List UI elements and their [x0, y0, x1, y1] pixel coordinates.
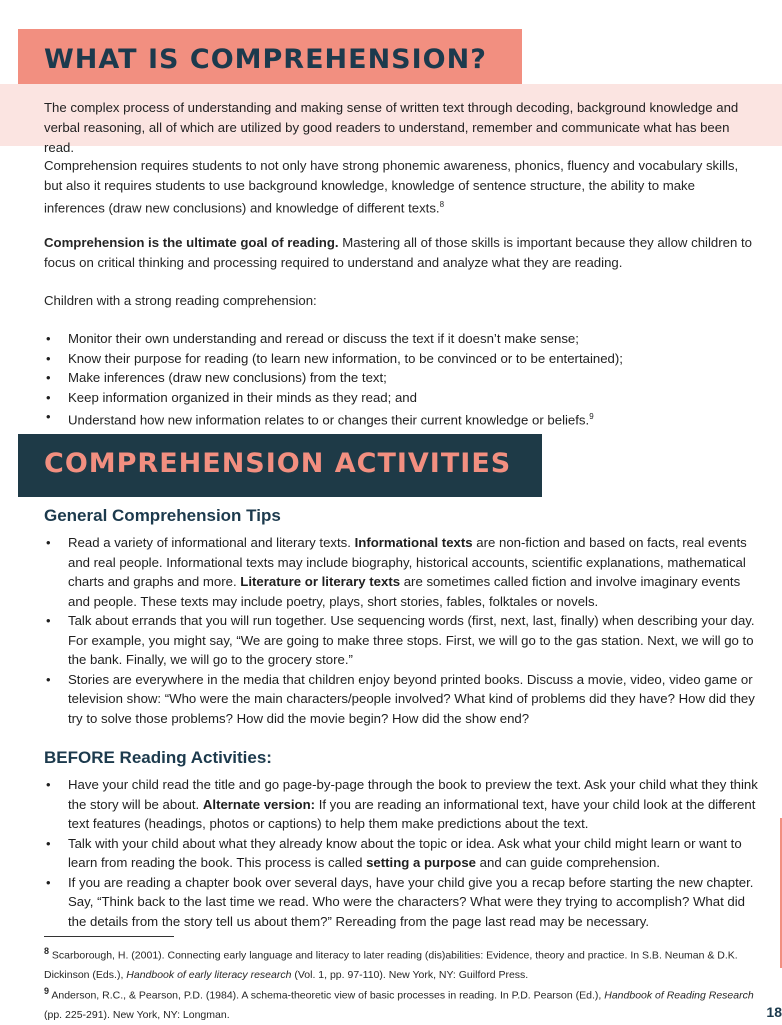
list-item [44, 533, 762, 611]
emphasis-text: Comprehension is the ultimate goal of reading. [44, 235, 339, 250]
list-item: • Stories are everywhere in the media that children enjoy beyond printed books. Discuss a movie, video, video game or television show: “Who were the main characters/people involved? What kind of problems did they have? How did they try to solve those problems? How did the movie begin? How did the show end? [44, 670, 762, 729]
list-item [44, 407, 754, 430]
paragraph-comprehension-requires [44, 156, 754, 218]
paragraph-text: Mastering all of those skills is important because they allow children to focus on critical thinking and processing required to understand and analyze what they are reading. [44, 235, 752, 270]
definition-text: The complex process of understanding and making sense of written text through decoding, background knowledge and verbal reasoning, all of which are utilized by good readers to understand, remember and communicate what has been read. [44, 100, 739, 155]
footnote-8 [44, 942, 764, 985]
text: Read a variety of informational and literary texts. [68, 535, 355, 550]
text: (Vol. 1, pp. 97-110). New York, NY: Guilford Press. [291, 968, 529, 981]
footnote-ref-8: 8 [439, 200, 445, 209]
footnote-ref-9: 9 [589, 412, 594, 421]
emphasis-text: Informational texts [354, 535, 473, 550]
heading-before-reading: BEFORE Reading Activities: [44, 748, 272, 767]
section-title-what-is-comprehension: WHAT IS COMPREHENSION? [44, 44, 487, 75]
text: Anderson, R.C., & Pearson, P.D. (1984). A schema-theoretic view of basic processes in reading. In P.D. Pearson (Ed.), [49, 989, 605, 1002]
list-item [44, 834, 762, 873]
text: are sometimes called fiction and involve imaginary events and people. These texts may include poetry, plays, short stories, fables, folktales or novels. [68, 574, 741, 609]
footnote-number: 9 [44, 986, 50, 996]
list-item: • Monitor their own understanding and reread or discuss the text if it doesn’t make sense; [44, 329, 754, 349]
strong-readers-list [44, 329, 754, 430]
list-item-text: Understand how new information relates to or changes their current knowledge or beliefs. [68, 412, 590, 428]
text: are non-fiction and based on facts, real events and real people. Informational texts may include biography, historical accounts, scientific explanations, mathematical charts and graphs and more. [68, 535, 747, 589]
book-title: Handbook of early literacy research [126, 968, 292, 981]
section-title-comprehension-activities: COMPREHENSION ACTIVITIES [44, 448, 512, 479]
text: and can guide comprehension. [476, 855, 661, 870]
footnote-number: 8 [44, 946, 50, 956]
footnote-9 [44, 982, 764, 1025]
heading-general-tips: General Comprehension Tips [44, 506, 281, 525]
list-item: • Make inferences (draw new conclusions) from the text; [44, 368, 754, 388]
text: (pp. 225-291). New York, NY: Longman. [44, 1008, 230, 1021]
book-title: Handbook of Reading Research [604, 989, 754, 1002]
emphasis-text: setting a purpose [366, 855, 477, 870]
paragraph-ultimate-goal [44, 233, 754, 272]
text: Scarborough, H. (2001). Connecting early language and literacy to later reading (dis)abilities: Evidence, theory and practice. In S.B. Neuman & D.K. Dickinson (Eds.), [44, 949, 738, 981]
page-number: 18 [766, 1004, 782, 1020]
footnote-divider [44, 936, 174, 937]
before-reading-list [44, 775, 762, 931]
general-tips-list [44, 533, 762, 728]
emphasis-text: Literature or literary texts [240, 574, 401, 589]
list-item [44, 775, 762, 834]
text: If you are reading an informational text, have your child look at the different text features (headings, photos or captions) to help them make predictions about the text. [68, 796, 756, 831]
paragraph-children-strong: Children with a strong reading comprehension: [44, 293, 317, 308]
text: Talk with your child about what they already know about the topic or idea. Ask what your child might learn or want to learn from reading the book. This process is called [68, 835, 742, 870]
text: Have your child read the title and go page-by-page through the book to preview the text. Ask your child what they think the story will be about. [68, 777, 758, 812]
paragraph-text: Comprehension requires students to not only have strong phonemic awareness, phonics, fluency and vocabulary skills, but also it requires students to use background knowledge, knowledge of sentence structure, the ability to make inferences (draw new conclusions) and knowledge of different texts. [44, 158, 739, 216]
list-item: • If you are reading a chapter book over several days, have your child give you a recap before starting the new chapter. Say, “Think back to the last time we read. Who were the characters? What were they trying to accomplish? What did the details from the story tell us about them?” Rereading from the page last read may be necessary. [44, 873, 762, 932]
list-item: • Know their purpose for reading (to learn new information, to be convinced or to be entertained); [44, 349, 754, 369]
list-item: • Talk about errands that you will run together. Use sequencing words (first, next, last, finally) when describing your day. For example, you might say, “We are going to make three stops. First, we will go to the gas station. Next, we will go to the bank. Finally, we will go to the grocery store.” [44, 611, 762, 670]
emphasis-text: Alternate version: [202, 796, 316, 812]
list-item: • Keep information organized in their minds as they read; and [44, 388, 754, 408]
